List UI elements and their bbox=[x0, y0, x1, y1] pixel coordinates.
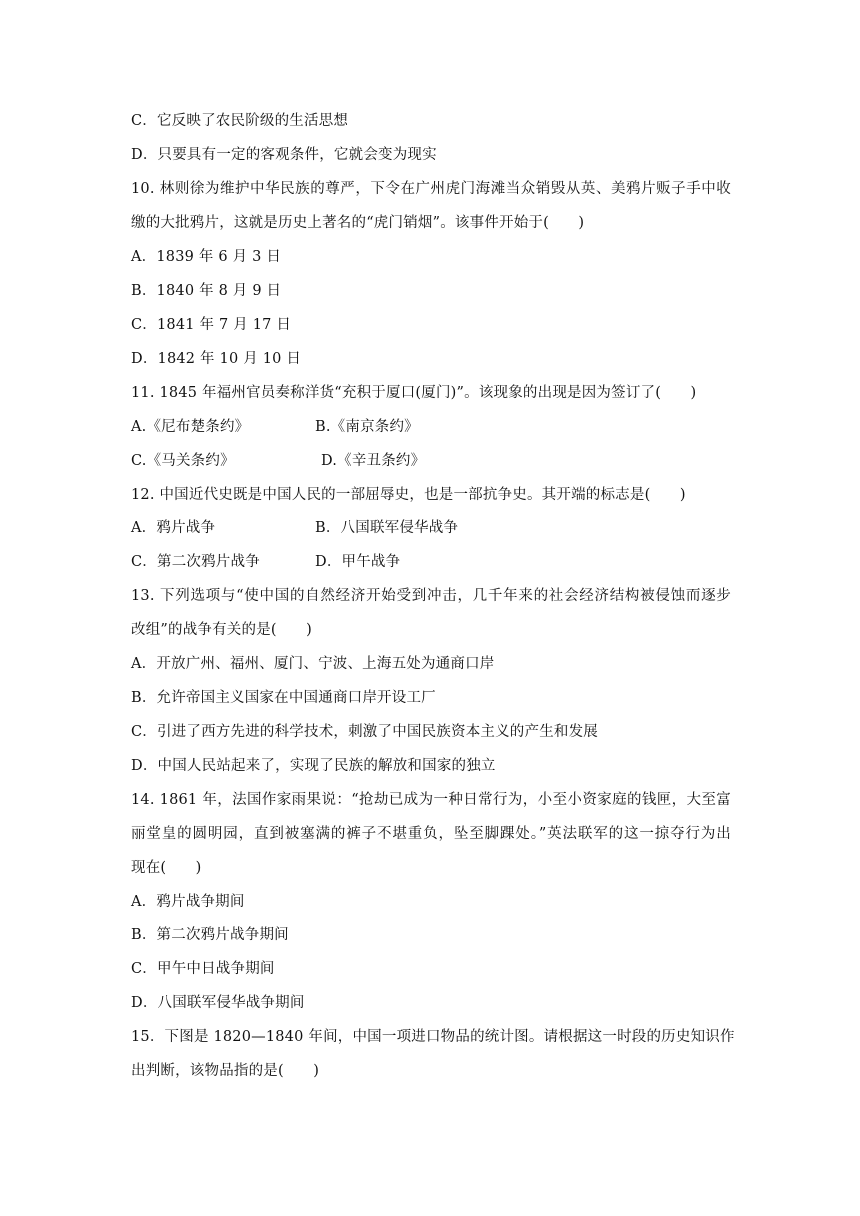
q12-option-d: D．甲午战争 bbox=[315, 554, 401, 570]
q14-option-c: C．甲午中日战争期间 bbox=[131, 961, 275, 977]
q13-stem-line-1: 13. 下列选项与“使中国的自然经济开始受到冲击，几千年来的社会经济结构被侵蚀而逐步 bbox=[131, 588, 731, 604]
q11-option-c: C.《马关条约》 bbox=[131, 453, 235, 469]
q13-option-d: D．中国人民站起来了，实现了民族的解放和国家的独立 bbox=[131, 758, 496, 774]
q15-stem-line-2: 出判断，该物品指的是( ) bbox=[131, 1063, 320, 1079]
q10-option-b: B．1840 年 8 月 9 日 bbox=[131, 283, 282, 299]
q14-option-b: B．第二次鸦片战争期间 bbox=[131, 927, 289, 943]
q14-option-d: D．八国联军侵华战争期间 bbox=[131, 995, 305, 1011]
q11-option-b: B.《南京条约》 bbox=[315, 419, 419, 435]
q9-option-d: D．只要具有一定的客观条件，它就会变为现实 bbox=[131, 147, 437, 163]
q10-stem-line-2: 缴的大批鸦片，这就是历史上著名的“虎门销烟”。该事件开始于( ) bbox=[131, 215, 585, 231]
q11-option-d: D.《辛丑条约》 bbox=[321, 453, 426, 469]
q12-stem: 12. 中国近代史既是中国人民的一部屈辱史，也是一部抗争史。其开端的标志是( ) bbox=[131, 487, 686, 503]
q10-option-d: D．1842 年 10 月 10 日 bbox=[131, 351, 302, 367]
q10-option-a: A．1839 年 6 月 3 日 bbox=[131, 249, 282, 265]
q15-stem-line-1: 15．下图是 1820—1840 年间，中国一项进口物品的统计图。请根据这一时段的历史知识作 bbox=[131, 1029, 735, 1045]
q13-option-c: C．引进了西方先进的科学技术，刺激了中国民族资本主义的产生和发展 bbox=[131, 724, 598, 740]
q11-option-a: A.《尼布楚条约》 bbox=[131, 419, 250, 435]
q14-stem-line-3: 现在( ) bbox=[131, 860, 202, 876]
q14-stem-line-2: 丽堂皇的圆明园，直到被塞满的裤子不堪重负，坠至脚踝处。”英法联军的这一掠夺行为出 bbox=[131, 826, 731, 842]
q12-option-c: C．第二次鸦片战争 bbox=[131, 554, 260, 570]
q14-stem-line-1: 14. 1861 年，法国作家雨果说：“抢劫已成为一种日常行为，小至小资家庭的钱匣，大至富 bbox=[131, 792, 731, 808]
q14-option-a: A．鸦片战争期间 bbox=[131, 894, 245, 910]
q13-option-a: A．开放广州、福州、厦门、宁波、上海五处为通商口岸 bbox=[131, 656, 495, 672]
q12-option-b: B．八国联军侵华战争 bbox=[315, 520, 459, 536]
q12-option-a: A．鸦片战争 bbox=[131, 520, 216, 536]
q13-stem-line-2: 改组”的战争有关的是( ) bbox=[131, 622, 313, 638]
q11-stem: 11. 1845 年福州官员奏称洋货“充积于厦口(厦门)”。该现象的出现是因为签订了( ) bbox=[131, 385, 697, 401]
q13-option-b: B．允许帝国主义国家在中国通商口岸开设工厂 bbox=[131, 690, 436, 706]
q10-option-c: C．1841 年 7 月 17 日 bbox=[131, 317, 292, 333]
q10-stem-line-1: 10. 林则徐为维护中华民族的尊严，下令在广州虎门海滩当众销毁从英、美鸦片贩子手中收 bbox=[131, 181, 731, 197]
q9-option-c: C．它反映了农民阶级的生活思想 bbox=[131, 113, 349, 129]
